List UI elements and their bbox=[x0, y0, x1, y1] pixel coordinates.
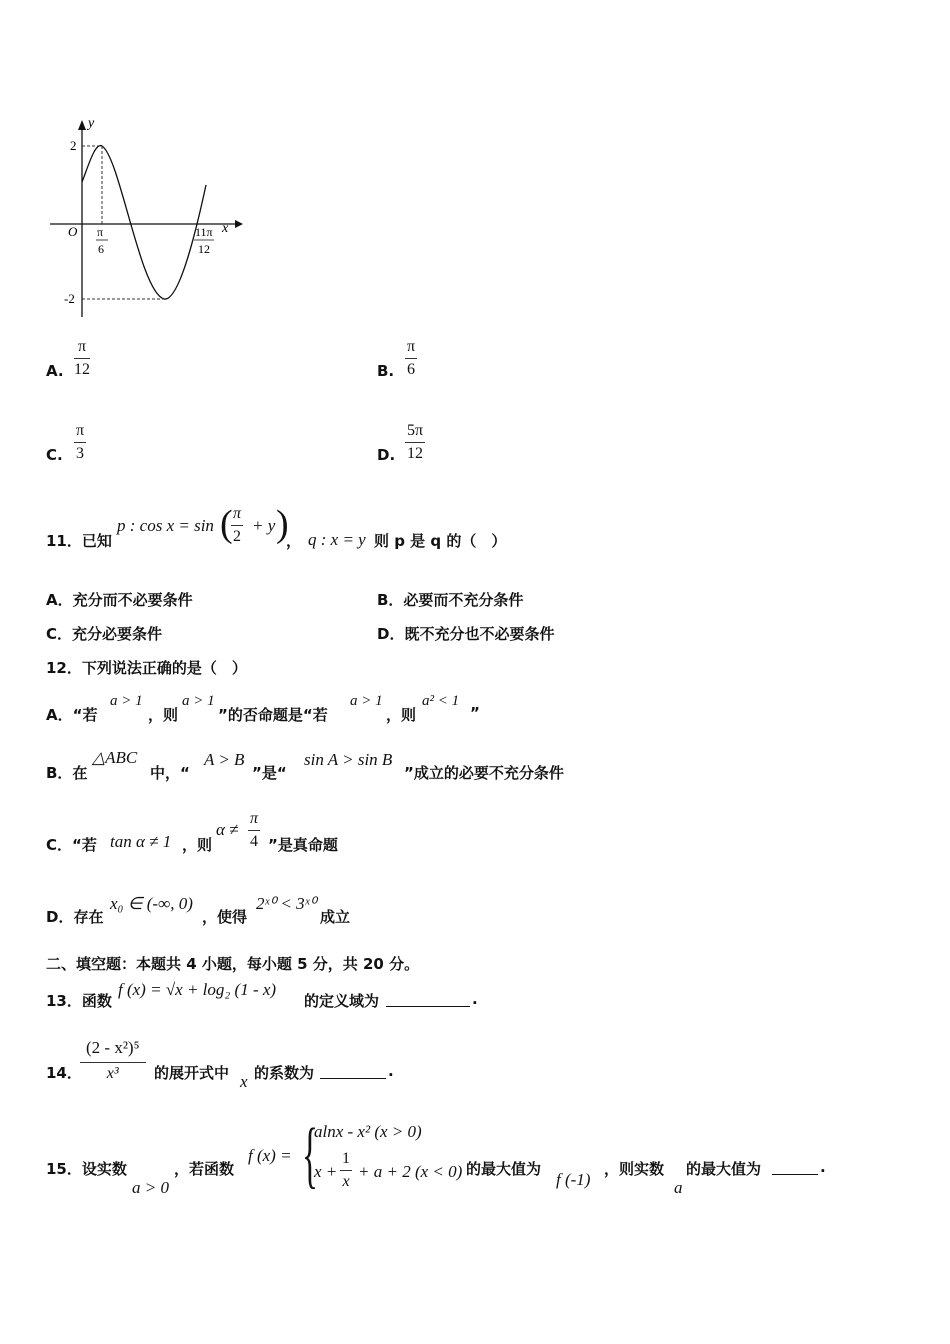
q14-text-2: 的展开式中 bbox=[154, 1064, 230, 1082]
tick-pi6-num: π bbox=[97, 225, 104, 239]
q12-c-frac bbox=[248, 810, 260, 851]
q13-text-2: 的定义域为 bbox=[304, 992, 380, 1010]
q12-c-math-1: tan α ≠ 1 bbox=[110, 832, 172, 851]
q12-a-text-3: ”的否命题是“若 bbox=[218, 706, 328, 724]
q12-a-math-2: a > 1 bbox=[182, 693, 215, 709]
q12-a-text-1: A．“若 bbox=[46, 706, 98, 724]
q15-text-5: 的最大值为 bbox=[686, 1160, 762, 1178]
q15-math-f: f (x) = bbox=[248, 1146, 292, 1165]
frac-num: π bbox=[405, 338, 417, 359]
q11-plus-y: + y bbox=[252, 516, 276, 535]
sine-graph bbox=[40, 112, 250, 322]
q11-option-d[interactable]: D．既不充分也不必要条件 bbox=[377, 625, 555, 643]
frac-den: 2 bbox=[233, 528, 241, 545]
frac-num: π bbox=[74, 422, 86, 443]
q15-answer-blank[interactable] bbox=[772, 1160, 818, 1175]
q10-option-d-label[interactable]: D. bbox=[377, 446, 396, 464]
q11-suffix: 则 p 是 q 的（ ） bbox=[374, 532, 507, 550]
q13-math: f (x) = √x + log₂ (1 - x) bbox=[118, 980, 277, 999]
frac-num: π bbox=[231, 505, 243, 526]
q14-text-3: 的系数为 bbox=[254, 1064, 315, 1082]
x-axis-arrow bbox=[235, 220, 243, 228]
section2-heading: 二、填空题：本题共 4 小题，每小题 5 分，共 20 分。 bbox=[46, 955, 420, 973]
tick-11pi12-den: 12 bbox=[198, 242, 210, 256]
y-axis-label: y bbox=[88, 116, 95, 131]
q12-a-math-4: a² < 1 bbox=[422, 693, 460, 709]
q13-text-3: . bbox=[472, 990, 478, 1008]
q15-text-6: . bbox=[820, 1158, 826, 1176]
frac-num: π bbox=[74, 338, 90, 359]
frac-den: x bbox=[342, 1173, 350, 1190]
q15-math-a: a > 0 bbox=[132, 1178, 169, 1197]
q12-d-text-2: ，使得 bbox=[202, 908, 248, 926]
q11-p-statement: p : cos x = sin bbox=[117, 516, 214, 535]
q14-text-1: 14． bbox=[46, 1064, 82, 1082]
q14-frac bbox=[80, 1038, 146, 1083]
q15-math-f-neg1: f (-1) bbox=[556, 1170, 591, 1189]
q12-b-math-1: △ABC bbox=[92, 748, 138, 767]
q14-answer-blank[interactable] bbox=[320, 1064, 386, 1079]
frac-den: 12 bbox=[74, 361, 90, 378]
q12-option-a[interactable] bbox=[46, 693, 746, 727]
y-top-label: 2 bbox=[70, 138, 77, 153]
q10-option-c-label[interactable]: C. bbox=[46, 446, 63, 464]
frac-den: x³ bbox=[106, 1065, 119, 1082]
tick-pi6-den: 6 bbox=[98, 242, 104, 256]
x-axis-label: x bbox=[222, 221, 229, 236]
y-axis-arrow bbox=[78, 120, 86, 130]
q10-option-b-label[interactable]: B. bbox=[377, 362, 395, 380]
q11-q-statement: q : x = y bbox=[308, 530, 366, 549]
frac-num: 1 bbox=[340, 1150, 352, 1171]
q12-b-text-3: ”是“ bbox=[252, 764, 287, 782]
q10-option-c-frac[interactable] bbox=[74, 422, 86, 463]
q12-c-math-2: α ≠ bbox=[216, 820, 239, 839]
question-14 bbox=[46, 1036, 746, 1096]
q12-option-d[interactable] bbox=[46, 892, 746, 928]
q12-d-math-1: x₀ ∈ (-∞, 0) bbox=[110, 894, 193, 913]
q12-c-text-2: ，则 bbox=[182, 836, 213, 854]
y-bottom-label: -2 bbox=[64, 291, 75, 306]
q12-d-text-3: 成立 bbox=[320, 908, 351, 926]
q15-text-1: 15．设实数 bbox=[46, 1160, 127, 1178]
frac-den: 4 bbox=[250, 833, 258, 850]
q10-option-b-frac[interactable] bbox=[405, 338, 417, 379]
frac-num: (2 - x²)⁵ bbox=[80, 1038, 146, 1063]
question-13 bbox=[46, 978, 746, 1012]
q11-prefix: 11．已知 bbox=[46, 532, 112, 550]
q12-a-math-1: a > 1 bbox=[110, 693, 143, 709]
q12-a-text-4: ，则 bbox=[386, 706, 417, 724]
sine-curve bbox=[82, 146, 206, 300]
q11-option-c[interactable]: C．充分必要条件 bbox=[46, 625, 163, 643]
q15-case-2-frac bbox=[340, 1150, 352, 1191]
q11-left-paren: ( bbox=[220, 503, 233, 545]
q12-b-text-2: 中，“ bbox=[150, 764, 190, 782]
q11-option-a[interactable]: A．充分而不必要条件 bbox=[46, 591, 193, 609]
q12-stem: 12．下列说法正确的是（ ） bbox=[46, 659, 247, 677]
q12-b-text-1: B．在 bbox=[46, 764, 88, 782]
frac-den: 3 bbox=[76, 445, 85, 462]
q15-text-2: ，若函数 bbox=[174, 1160, 235, 1178]
q12-b-text-4: ”成立的必要不充分条件 bbox=[404, 764, 564, 782]
q15-text-4: ，则实数 bbox=[604, 1160, 665, 1178]
q10-option-a-label[interactable]: A. bbox=[46, 362, 64, 380]
q13-answer-blank[interactable] bbox=[386, 992, 470, 1007]
q15-case-1: alnx - x² (x > 0) bbox=[314, 1122, 422, 1141]
q12-b-math-2: A > B bbox=[204, 750, 245, 769]
q11-right-paren: ) bbox=[276, 503, 289, 545]
q15-text-3: 的最大值为 bbox=[466, 1160, 542, 1178]
frac-num: 5π bbox=[405, 422, 425, 443]
q14-math: x bbox=[240, 1072, 248, 1091]
q12-a-text-2: ，则 bbox=[148, 706, 179, 724]
frac-den: 6 bbox=[407, 361, 416, 378]
question-15 bbox=[46, 1114, 846, 1204]
q12-d-text-1: D．存在 bbox=[46, 908, 104, 926]
q13-text-1: 13．函数 bbox=[46, 992, 112, 1010]
q11-frac bbox=[231, 505, 243, 546]
frac-num: π bbox=[248, 810, 260, 831]
q15-math-a2: a bbox=[674, 1178, 683, 1197]
q12-option-c[interactable] bbox=[46, 810, 746, 854]
q12-option-b[interactable] bbox=[46, 748, 746, 784]
q11-option-b[interactable]: B．必要而不充分条件 bbox=[377, 591, 524, 609]
q12-c-text-3: ”是真命题 bbox=[268, 836, 338, 854]
q15-case-2a: x + bbox=[314, 1162, 338, 1181]
origin-label: O bbox=[68, 224, 78, 239]
frac-den: 12 bbox=[407, 445, 424, 462]
q12-c-text-1: C．“若 bbox=[46, 836, 97, 854]
q12-b-math-3: sin A > sin B bbox=[304, 750, 393, 769]
q12-a-text-5: ” bbox=[470, 704, 480, 722]
q12-d-math-2: 2ˣ⁰ < 3ˣ⁰ bbox=[256, 894, 317, 913]
tick-11pi12-num: 11π bbox=[195, 225, 213, 239]
q12-a-math-3: a > 1 bbox=[350, 693, 383, 709]
q14-text-4: . bbox=[388, 1062, 394, 1080]
q10-option-a-frac[interactable] bbox=[74, 338, 90, 379]
q10-option-d-frac[interactable] bbox=[405, 422, 425, 463]
q15-brace: { bbox=[302, 1114, 318, 1196]
q11-comma: ， bbox=[286, 532, 302, 550]
q15-case-2b: + a + 2 (x < 0) bbox=[358, 1162, 463, 1181]
